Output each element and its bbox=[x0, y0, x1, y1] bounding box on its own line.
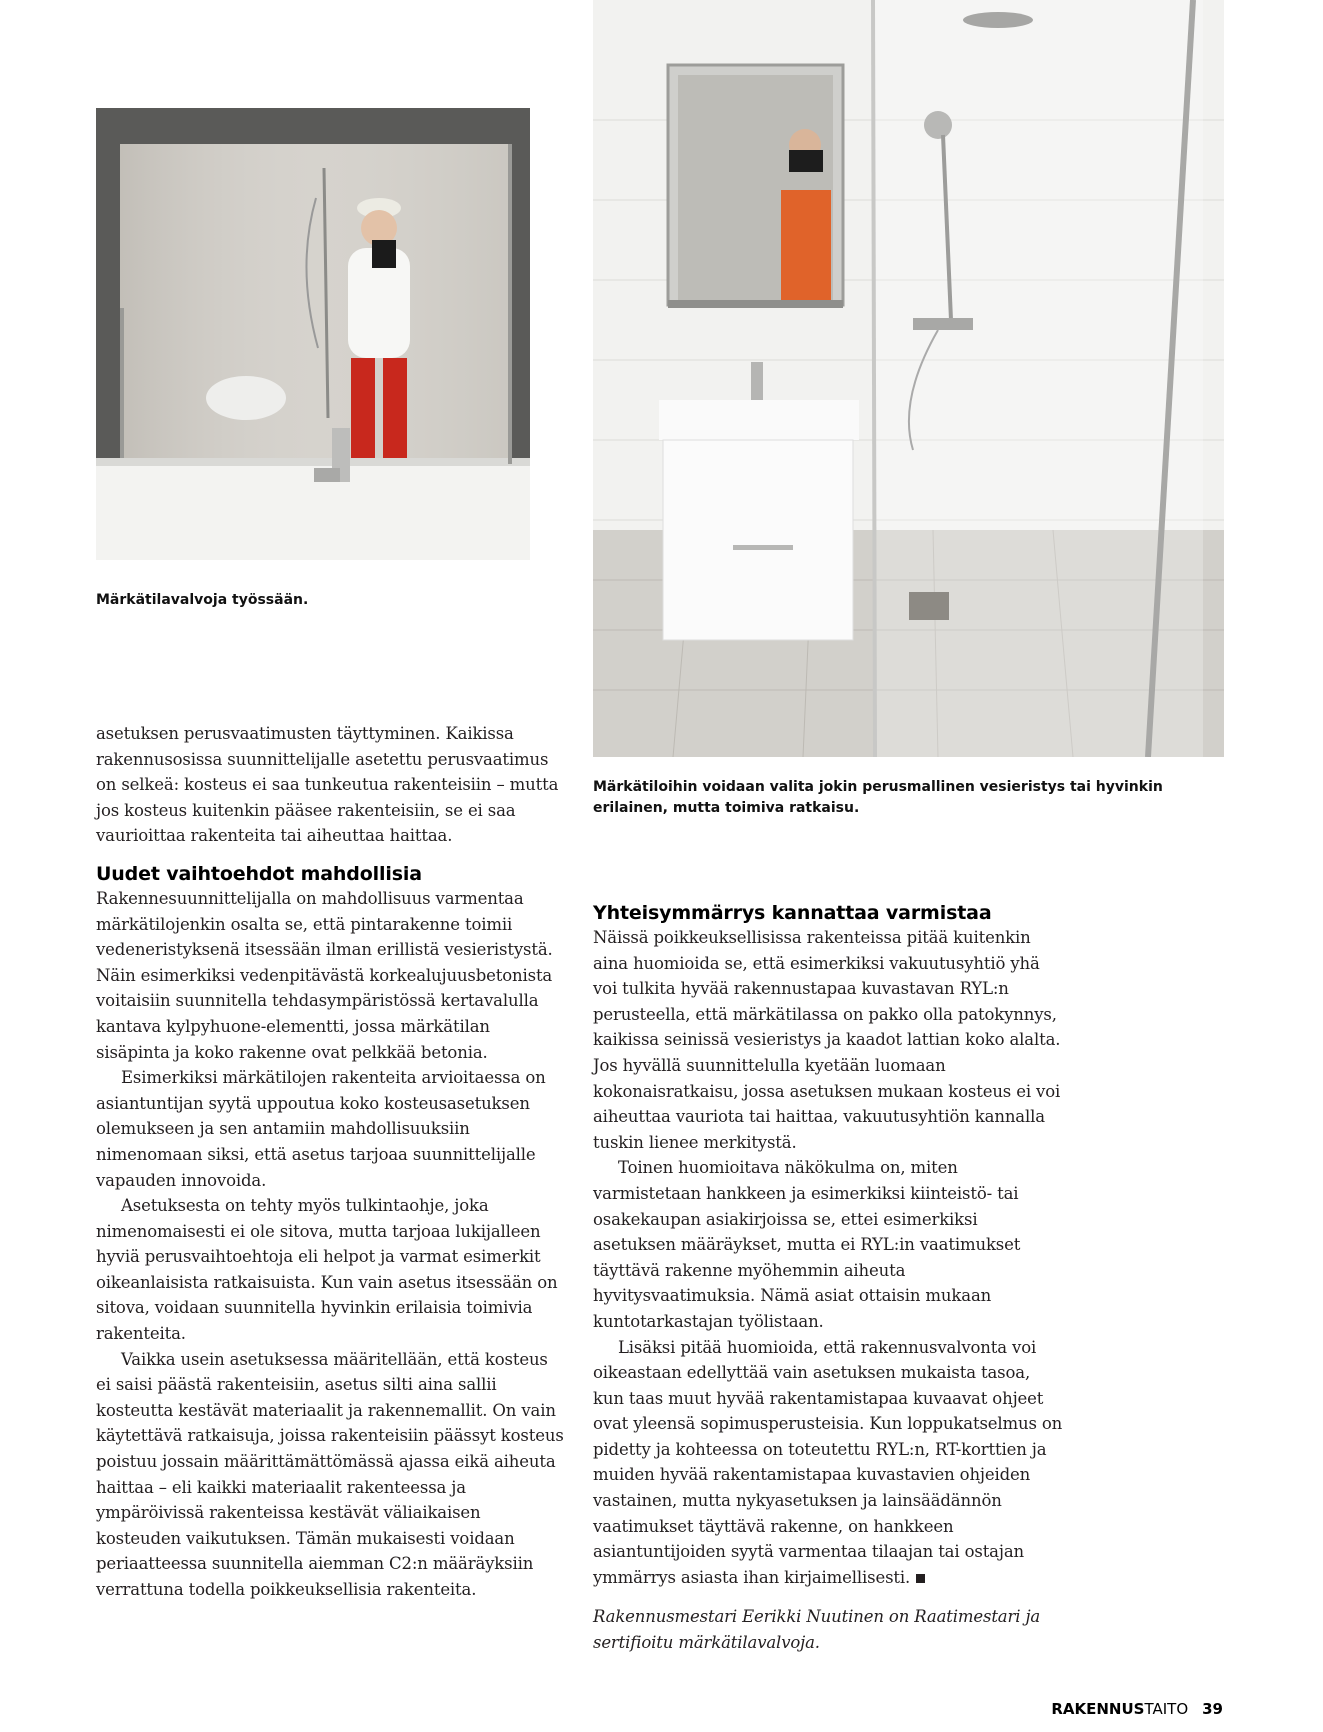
author-byline: Rakennusmestari Eerikki Nuutinen on Raatimestari ja sertifioitu märkätilavalvoja. bbox=[593, 1607, 1041, 1653]
body-paragraph: Rakennesuunnittelijalla on mahdollisuus varmentaa märkätilojenkin osalta se, että pintarakenne toimii vedeneristyksenä itsessään ilman erillistä vesieristystä. Näin esimerkiksi vedenpitävästä korkealujuusbetonista voitaisiin suunnitella tehdasympäristössä kertavalulla kantava kylpyhuone-elementti, jossa märkätilan sisäpinta ja koko rakenne ovat pelkkää betonia. bbox=[96, 888, 553, 1062]
page-number: 39 bbox=[1202, 1700, 1223, 1718]
photo-bathroom-shower bbox=[593, 0, 1224, 757]
section-heading: Uudet vaihtoehdot mahdollisia bbox=[96, 862, 422, 885]
body-paragraph: Vaikka usein asetuksessa määritellään, että kosteus ei saisi päästä rakenteisiin, asetus silti aina sallii kosteutta kestävät materiaalit ja rakennemallit. On vain käytettävä ratkaisuja, joissa rakenteisiin päässyt kosteus poistuu jossain määrittämättömässä ajassa eikä aiheuta haittaa – eli kaikki materiaalit rakenteessa ja ympäröivissä rakenteissa kestävät väliaikaisen kosteuden vaikutuksen. Tämän mukaisesti voidaan periaatteessa suunnitella aiemman C2:n määräyksiin verrattuna todella poikkeuksellisia rakenteita. bbox=[96, 1349, 564, 1599]
body-paragraph: Näissä poikkeuksellisissa rakenteissa pitää kuitenkin aina huomioida se, että esimerkiksi vakuutusyhtiö yhä voi tulkita hyvää rakennustapaa kuvastavan RYL:n perusteella, että märkätilassa on pakko olla patokynnys, kaikissa seinissä vesieristys ja kaadot lattian koko alalta. Jos hyvällä suunnittelulla kyetään luomaan kokonaisratkaisu, jossa asetuksen mukaan kosteus ei voi aiheuttaa vauriota tai haittaa, vakuutusyhtiön kannalla tuskin lienee merkitystä. bbox=[593, 928, 1061, 1152]
section-heading: Yhteisymmärrys kannattaa varmistaa bbox=[593, 902, 992, 924]
right-column bbox=[593, 901, 1065, 1656]
left-column bbox=[96, 721, 566, 1603]
photo-inspector-mirror bbox=[96, 108, 530, 560]
body-paragraph: Esimerkiksi märkätilojen rakenteita arvioitaessa on asiantuntijan syytä uppoutua koko kosteusasetuksen olemukseen ja sen antamiin mahdollisuuksiin nimenomaan siksi, että asetus tarjoaa suunnittelijalle vapauden innovoida. bbox=[96, 1068, 546, 1190]
end-mark-icon bbox=[916, 1574, 925, 1583]
intro-paragraph: asetuksen perusvaatimusten täyttyminen. Kaikissa rakennusosissa suunnittelijalle asetettu perusvaatimus on selkeä: kosteus ei saa tunkeutua rakenteisiin – mutta jos kosteus kuitenkin pääsee rakenteisiin, se ei saa vaurioittaa rakenteita tai aiheuttaa haittaa. bbox=[96, 724, 559, 846]
body-paragraph: Asetuksesta on tehty myös tulkintaohje, joka nimenomaisesti ei ole sitova, mutta tarjoaa lukijalleen hyviä perusvaihtoehtoja eli helpot ja varmat esimerkit oikeanlaisista ratkaisuista. Kun vain asetus itsessään on sitova, voidaan suunnitella hyvinkin erilaisia toimivia rakenteita. bbox=[96, 1196, 558, 1344]
magazine-name-light: TAITO bbox=[1144, 1700, 1189, 1718]
page-footer bbox=[1051, 1700, 1223, 1718]
body-paragraph bbox=[593, 1335, 1065, 1591]
body-paragraph: Toinen huomioitava näkökulma on, miten varmistetaan hankkeen ja esimerkiksi kiinteistö- tai osakekaupan asiakirjoissa se, ettei esimerkiksi asetuksen määräykset, mutta ei RYL:in vaatimukset täyttävä rakenne myöhemmin aiheuta hyvitysvaatimuksia. Nämä asiat ottaisin mukaan kuntotarkastajan työlistaan. bbox=[593, 1158, 1021, 1331]
figure-caption: Märkätiloihin voidaan valita jokin perusmallinen vesieristys tai hyvinkin erilainen, mutta toimiva ratkaisu. bbox=[593, 779, 1163, 816]
figure-caption: Märkätilavalvoja työssään. bbox=[96, 592, 309, 608]
body-paragraph-text: Lisäksi pitää huomioida, että rakennusvalvonta voi oikeastaan edellyttää vain asetuksen mukaista tasoa, kun taas muut hyvää rakentamistapaa kuvaavat ohjeet ovat yleensä sopimusperusteisia. Kun loppukatselmus on pidetty ja kohteessa on toteutettu RYL:n, RT-korttien ja muiden hyvää rakentamistapaa kuvastavien ohjeiden vastainen, mutta nykyasetuksen ja lainsäädännön vaatimukset täyttävä rakenne, on hankkeen asiantuntijoiden syytä varmentaa tilaajan tai ostajan ymmärrys asiasta ihan kirjaimellisesti. bbox=[593, 1337, 1063, 1587]
magazine-name-bold: RAKENNUS bbox=[1051, 1700, 1145, 1718]
